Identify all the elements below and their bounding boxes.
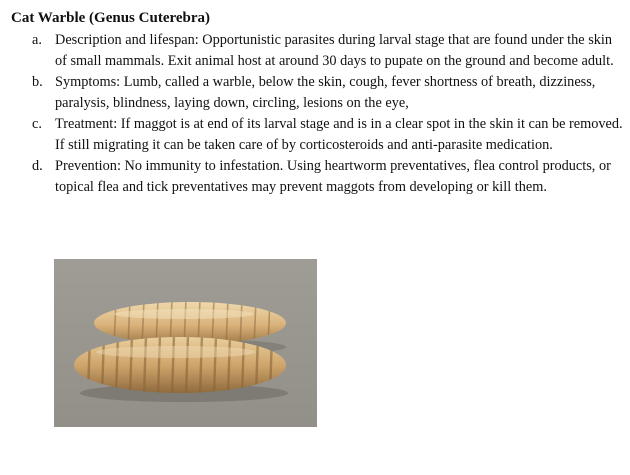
bullet-list [32,30,625,198]
list-marker: b. [32,74,43,90]
list-item-text: Symptoms: Lumb, called a warble, below the skin, cough, fever shortness of breath, dizziness, paralysis, blindness, laying down, circling, lesions on the eye, [55,74,596,111]
list-marker: c. [32,116,42,132]
list-item [32,156,625,198]
list-item [32,114,625,156]
list-item-text: Treatment: If maggot is at end of its larval stage and is in a clear spot in the skin it can be removed. If still migrating it can be taken care of by corticosteroids and anti-parasite medication. [55,116,623,153]
list-marker: a. [32,32,42,48]
list-item [32,30,625,72]
list-item-text: Prevention: No immunity to infestation. Using heartworm preventatives, flea control products, or topical flea and tick preventatives may prevent maggots from developing or kill them. [55,158,611,195]
document-title: Cat Warble (Genus Cuterebra) [11,10,211,26]
list-item-text: Description and lifespan: Opportunistic parasites during larval stage that are found under the skin of small mammals. Exit animal host at around 30 days to pupate on the ground and become adult. [55,32,614,69]
larva-photo [54,259,317,427]
list-marker: d. [32,158,43,174]
list-item [32,72,625,114]
